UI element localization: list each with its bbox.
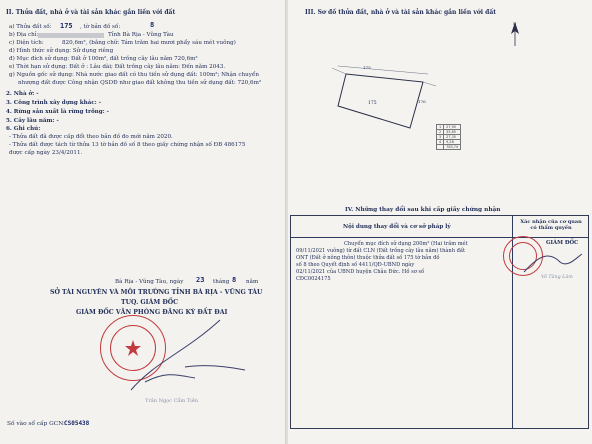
signature bbox=[125, 312, 255, 402]
confirm-title: GIÁM ĐỐC bbox=[546, 240, 579, 246]
north-label: N bbox=[513, 21, 517, 26]
table-row: 1 27,90 bbox=[437, 125, 461, 130]
usage-term: e) Thời hạn sử dụng: Đất ở : Lâu dài; Đất trồng cây lâu năm: Đến năm 2043. bbox=[9, 64, 226, 70]
col-content-header: Nội dung thay đổi và cơ sở pháp lý bbox=[343, 224, 451, 230]
right-page bbox=[288, 0, 592, 444]
change-line-6: CĐC0024175 bbox=[296, 276, 331, 282]
construction-section: 3. Công trình xây dựng khác: - bbox=[6, 100, 102, 106]
table-row: 2 35,65 bbox=[437, 130, 461, 135]
sign-month-label: tháng bbox=[213, 279, 230, 285]
origin-line-2: nhượng đất được Công nhận QSDĐ như giao đất không thu tiền sử dụng đất: 720,6m² bbox=[18, 80, 262, 86]
area-label: c) Diện tích: bbox=[9, 40, 44, 46]
change-line-4: số 8 theo Quyết định số 4411/QĐ-UBND ngày bbox=[296, 262, 415, 268]
sign-day: 23 bbox=[196, 276, 205, 284]
sign-month: 8 bbox=[232, 276, 237, 284]
register-label: Số vào sổ cấp GCN: bbox=[7, 421, 66, 427]
change-line-5: 02/11/2021 của UBND huyện Châu Đức. Hồ sơ số bbox=[296, 269, 425, 275]
origin-line-1: g) Nguồn gốc sử dụng: Nhà nước giao đất có thu tiền sử dụng đất: 100m²; Nhận chuyển bbox=[9, 72, 259, 78]
register-value: CS05438 bbox=[64, 420, 90, 427]
authority-line-3: GIÁM ĐỐC VĂN PHÒNG ĐĂNG KÝ ĐẤT ĐAI bbox=[76, 309, 228, 316]
table-row: 4 9,28 bbox=[437, 140, 461, 145]
address-label: b) Địa chỉ: bbox=[9, 32, 39, 38]
note-line-2: - Thửa đất được tách từ thửa 13 tờ bản đồ số 8 theo giấy chứng nhận số ĐB 486175 bbox=[9, 142, 246, 148]
plot-side-label: 176 bbox=[418, 99, 426, 104]
authority-line-2: TUQ. GIÁM ĐỐC bbox=[121, 299, 179, 306]
change-line-1: Chuyển mục đích sử dụng 200m² (Hai trăm mét bbox=[344, 241, 468, 247]
address-value: Tỉnh Bà Rịa - Vũng Tàu bbox=[108, 32, 174, 38]
section-iii-title: III. Sơ đồ thửa đất, nhà ở và tài sản khác gắn liền với đất bbox=[305, 9, 497, 16]
trees-section: 5. Cây lâu năm: - bbox=[6, 118, 59, 124]
section-ii-title: II. Thửa đất, nhà ở và tài sản khác gắn liền với đất bbox=[6, 9, 176, 16]
table-row: 783,74 bbox=[437, 145, 461, 150]
sign-place: Bà Rịa - Vũng Tàu, ngày bbox=[115, 279, 184, 285]
plot-main-label: 175 bbox=[368, 101, 377, 106]
change-line-2: 09/11/2021 vuông) từ đất CLN (Đất trồng cây lâu năm) thành đất bbox=[296, 248, 466, 254]
forest-section: 4. Rừng sản xuất là rừng trồng: - bbox=[6, 109, 109, 115]
sign-year-label: năm bbox=[246, 279, 259, 285]
change-line-3: ONT (Đất ở nông thôn) thuộc thửa đất số 175 tờ bản đồ bbox=[296, 255, 440, 261]
house-section: 2. Nhà ở: - bbox=[6, 91, 39, 97]
note-line-3: được cấp ngày 23/4/2011. bbox=[9, 150, 83, 156]
usage-form: d) Hình thức sử dụng: Sử dụng riêng bbox=[9, 48, 114, 54]
plot-label: a) Thửa đất số: bbox=[9, 24, 52, 30]
confirm-name: Võ Tăng Lâm bbox=[541, 275, 573, 280]
plot-number: 175 bbox=[60, 22, 73, 30]
signer-name: Trần Ngọc Cẩm Tiền bbox=[145, 398, 199, 404]
table-row: 3 27,35 bbox=[437, 135, 461, 140]
redacted-address bbox=[38, 33, 104, 38]
usage-purpose: đ) Mục đích sử dụng: Đất ở 100m², đất trồng cây lâu năm 720,6m² bbox=[9, 56, 198, 62]
left-page bbox=[0, 0, 286, 444]
authority-line-1: SỞ TÀI NGUYÊN VÀ MÔI TRƯỜNG TỈNH BÀ RỊA - VŨNG TÀU bbox=[50, 289, 263, 296]
section-iv-title: IV. Những thay đổi sau khi cấp giấy chứng nhận bbox=[345, 207, 501, 213]
col-confirm-header: Xác nhận của cơ quan có thẩm quyền bbox=[520, 219, 582, 231]
note-line-1: - Thửa đất đã được cấp đổi theo bản đồ đo mới năm 2020. bbox=[9, 134, 173, 140]
plot-top-label: 175 bbox=[363, 65, 371, 70]
edge-length-table bbox=[436, 124, 461, 150]
area-value: 820,6m², (bằng chữ: Tám trăm hai mươi phẩy sáu mét vuông) bbox=[62, 40, 236, 46]
map-label: , tờ bản đồ số: bbox=[80, 24, 121, 30]
notes-title: 6. Ghi chú: bbox=[6, 126, 41, 132]
map-number: 8 bbox=[150, 21, 155, 29]
